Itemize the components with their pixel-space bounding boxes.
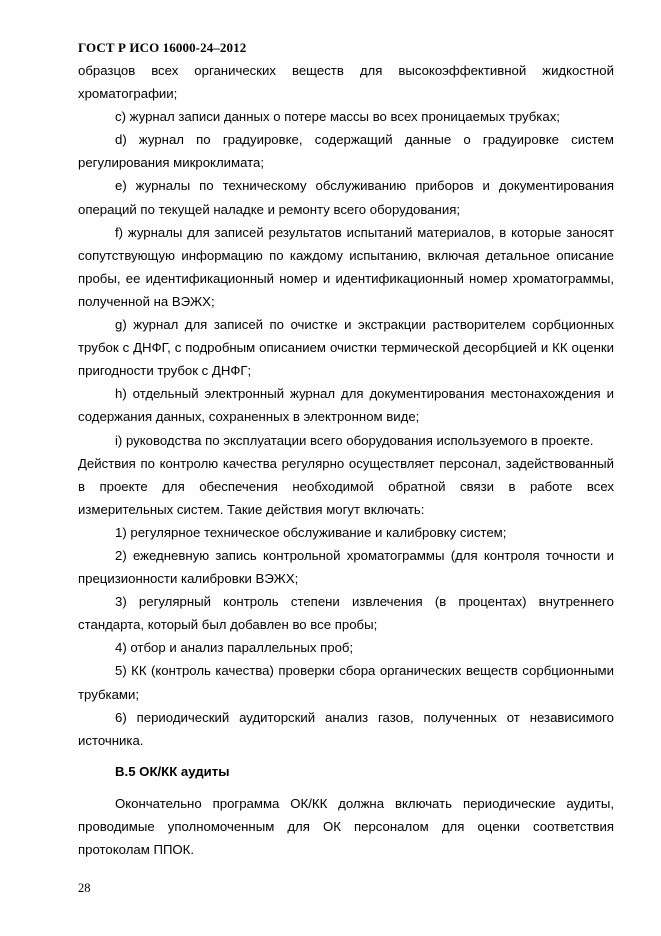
list-item-g: g) журнал для записей по очистке и экстракции растворителем сорбционных трубок с ДНФГ, с подробным описанием очистки термической десорбцией и КК оценки пригодности трубок с ДНФГ; — [78, 317, 614, 379]
list-item-h: h) отдельный электронный журнал для документирования местонахождения и содержания данных, сохраненных в электронном виде; — [78, 386, 614, 425]
list-item-e: е) журналы по техническому обслуживанию приборов и документирования операций по текущей наладке и ремонту всего оборудования; — [78, 178, 614, 217]
document-header: ГОСТ Р ИСО 16000-24–2012 — [78, 40, 247, 55]
page-number: 28 — [78, 881, 91, 895]
document-body — [78, 59, 614, 861]
list-item-d: d) журнал по градуировке, содержащий данные о градуировке систем регулирования микроклимата; — [78, 132, 614, 171]
list-item-c: с) журнал записи данных о потере массы во всех проницаемых трубках; — [115, 109, 560, 125]
list-item-f: f) журналы для записей результатов испытаний материалов, в которые заносят сопутствующую информацию по каждому испытанию, включая детальное описание пробы, ее идентификационный номер и идентификационный номер хроматограммы, полученной на ВЭЖХ; — [78, 224, 614, 309]
qc-action-1: 1) регулярное техническое обслуживание и калибровку систем; — [115, 524, 507, 540]
section-heading: В.5 ОК/КК аудиты — [115, 763, 230, 779]
paragraph-continuation: образцов всех органических веществ для высокоэффективной жидкостной хроматографии; — [78, 63, 614, 102]
qc-action-2: 2) ежедневную запись контрольной хроматограммы (для контроля точности и прецизионности калибровки ВЭЖХ; — [78, 547, 614, 587]
section-paragraph: Окончательно программа ОК/КК должна включать периодические аудиты, проводимые уполномоченным для ОК персоналом для оценки соответствия протоколам ППОК. — [78, 795, 614, 858]
qc-action-6: 6) периодический аудиторский анализ газов, полученных от независимого источника. — [78, 709, 614, 748]
list-item-i: i) руководства по эксплуатации всего оборудования используемого в проекте. — [115, 432, 594, 448]
qc-action-4: 4) отбор и анализ параллельных проб; — [115, 640, 354, 656]
qc-action-5: 5) КК (контроль качества) проверки сбора органических веществ сорбционными трубками; — [78, 663, 614, 702]
qc-action-3: 3) регулярный контроль степени извлечения (в процентах) внутреннего стандарта, который был добавлен во все пробы; — [78, 594, 614, 633]
qc-actions-intro: Действия по контролю качества регулярно осуществляет персонал, задействованный в проекте для обеспечения необходимой обратной связи в работе всех измерительных систем. Такие действия могут включать: — [78, 455, 614, 517]
